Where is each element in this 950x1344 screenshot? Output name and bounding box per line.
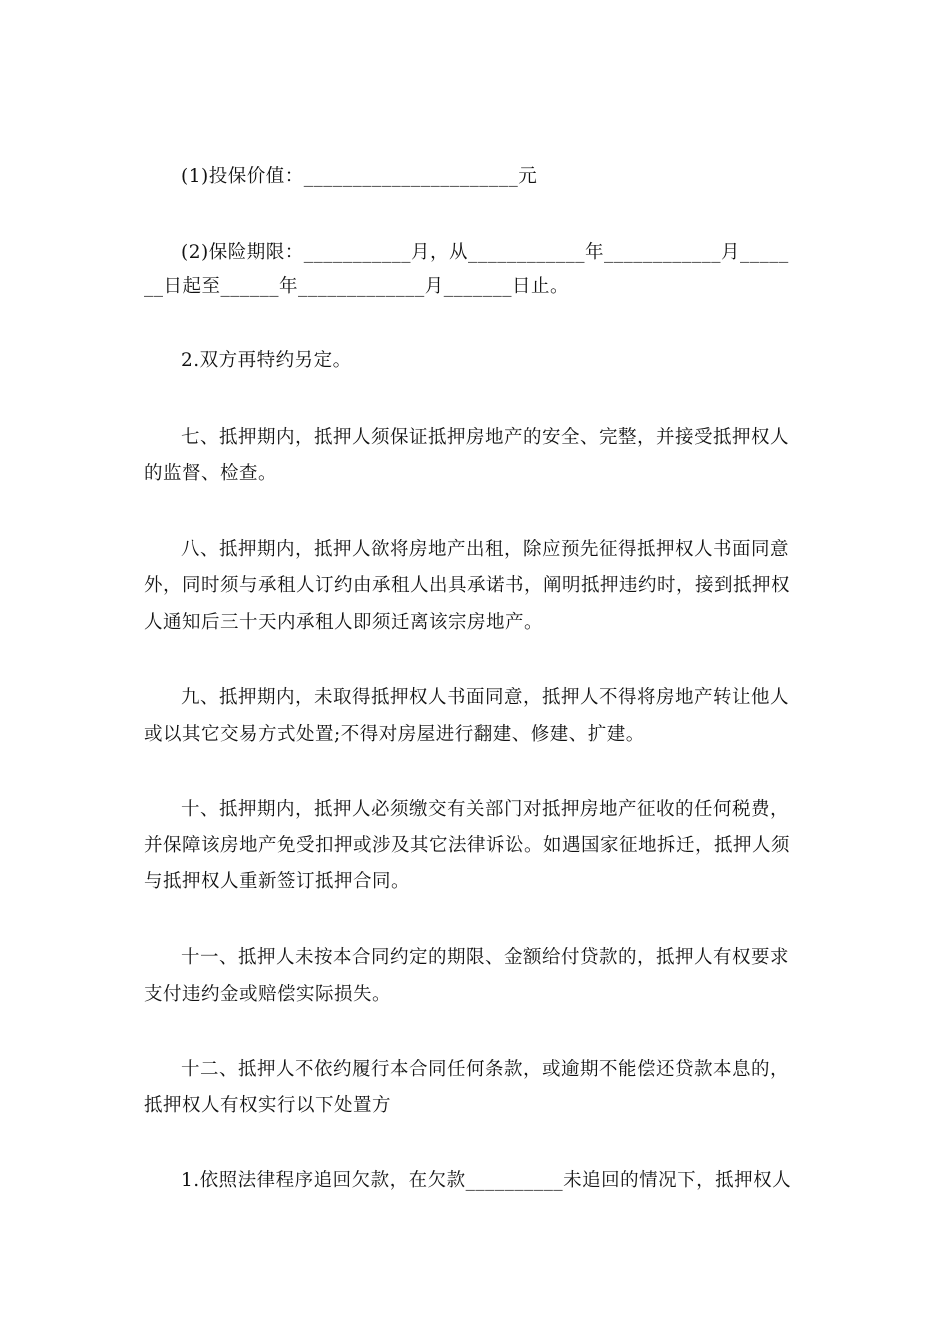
text-line: 抵押权人有权实行以下处置方 bbox=[144, 1095, 392, 1116]
text-line: (2)保险期限：___________月，从____________年____________月_____ bbox=[181, 242, 789, 263]
text-line: 外，同时须与承租人订约由承租人出具承诺书，阐明抵押违约时，接到抵押权 bbox=[144, 575, 791, 596]
text-line: (1)投保价值：______________________元 bbox=[181, 166, 538, 187]
text-line: 的监督、检查。 bbox=[144, 463, 278, 484]
text-line: 1.依照法律程序追回欠款，在欠款__________未追回的情况下，抵押权人 bbox=[181, 1170, 792, 1191]
text-line: __日起至______年_____________月_______日止。 bbox=[144, 276, 570, 297]
text-line: 2.双方再特约另定。 bbox=[181, 350, 352, 371]
text-line: 十一、抵押人未按本合同约定的期限、金额给付贷款的，抵押人有权要求 bbox=[181, 947, 790, 968]
text-line: 人通知后三十天内承租人即须迁离该宗房地产。 bbox=[144, 612, 544, 633]
text-line: 与抵押权人重新签订抵押合同。 bbox=[144, 871, 411, 892]
text-line: 十二、抵押人不依约履行本合同任何条款，或逾期不能偿还贷款本息的， bbox=[181, 1059, 790, 1080]
text-line: 十、抵押期内，抵押人必须缴交有关部门对抵押房地产征收的任何税费， bbox=[181, 799, 790, 820]
text-line: 支付违约金或赔偿实际损失。 bbox=[144, 984, 392, 1005]
text-line: 九、抵押期内，未取得抵押权人书面同意，抵押人不得将房地产转让他人 bbox=[181, 687, 790, 708]
text-line: 或以其它交易方式处置;不得对房屋进行翻建、修建、扩建。 bbox=[144, 724, 645, 745]
text-line: 并保障该房地产免受扣押或涉及其它法律诉讼。如遇国家征地拆迁，抵押人须 bbox=[144, 835, 791, 856]
text-line: 七、抵押期内，抵押人须保证抵押房地产的安全、完整，并接受抵押权人 bbox=[181, 427, 790, 448]
text-line: 八、抵押期内，抵押人欲将房地产出租，除应预先征得抵押权人书面同意 bbox=[181, 539, 790, 560]
